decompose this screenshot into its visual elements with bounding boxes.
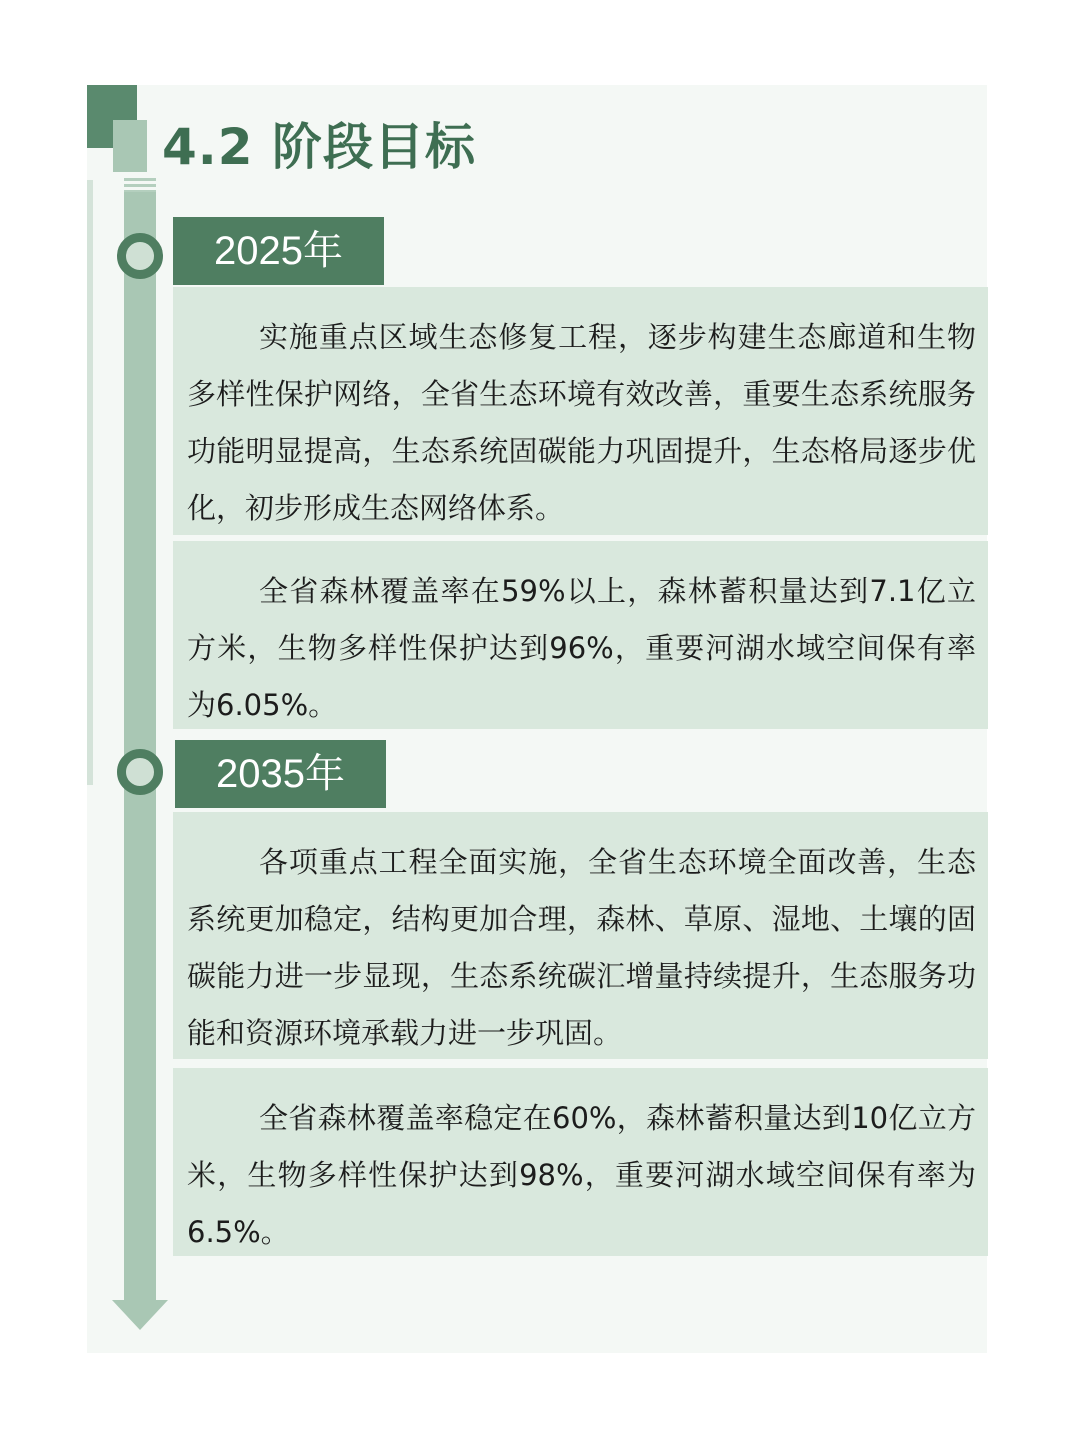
year-label-2035: 2035年 [175,740,386,808]
side-decoration-line [87,180,93,785]
stage-2035-targets: 全省森林覆盖率稳定在60%，森林蓄积量达到10亿立方米，生物多样性保护达到98%，重要河湖水域空间保有率为6.5%。 [173,1068,988,1256]
stage-2025-targets: 全省森林覆盖率在59%以上，森林蓄积量达到7.1亿立方米，生物多样性保护达到96%，重要河湖水域空间保有率为6.05%。 [173,541,988,729]
timeline-track [124,192,156,1302]
timeline-dot-2035 [117,749,163,795]
timeline-dot-2025 [117,233,163,279]
year-label-2025: 2025年 [173,217,384,285]
title-decoration-accent [113,120,147,172]
stage-2025-description: 实施重点区域生态修复工程，逐步构建生态廊道和生物多样性保护网络，全省生态环境有效改善，重要生态系统服务功能明显提高，生态系统固碳能力巩固提升，生态格局逐步优化，初步形成生态网络体系。 [173,287,988,535]
timeline-top-stripes [124,178,156,192]
timeline-arrow-down-icon [112,1300,168,1330]
page-title: 4.2 阶段目标 [162,118,476,176]
stage-2035-description: 各项重点工程全面实施，全省生态环境全面改善，生态系统更加稳定，结构更加合理，森林、草原、湿地、土壤的固碳能力进一步显现，生态系统碳汇增量持续提升，生态服务功能和资源环境承载力进一步巩固。 [173,812,988,1059]
